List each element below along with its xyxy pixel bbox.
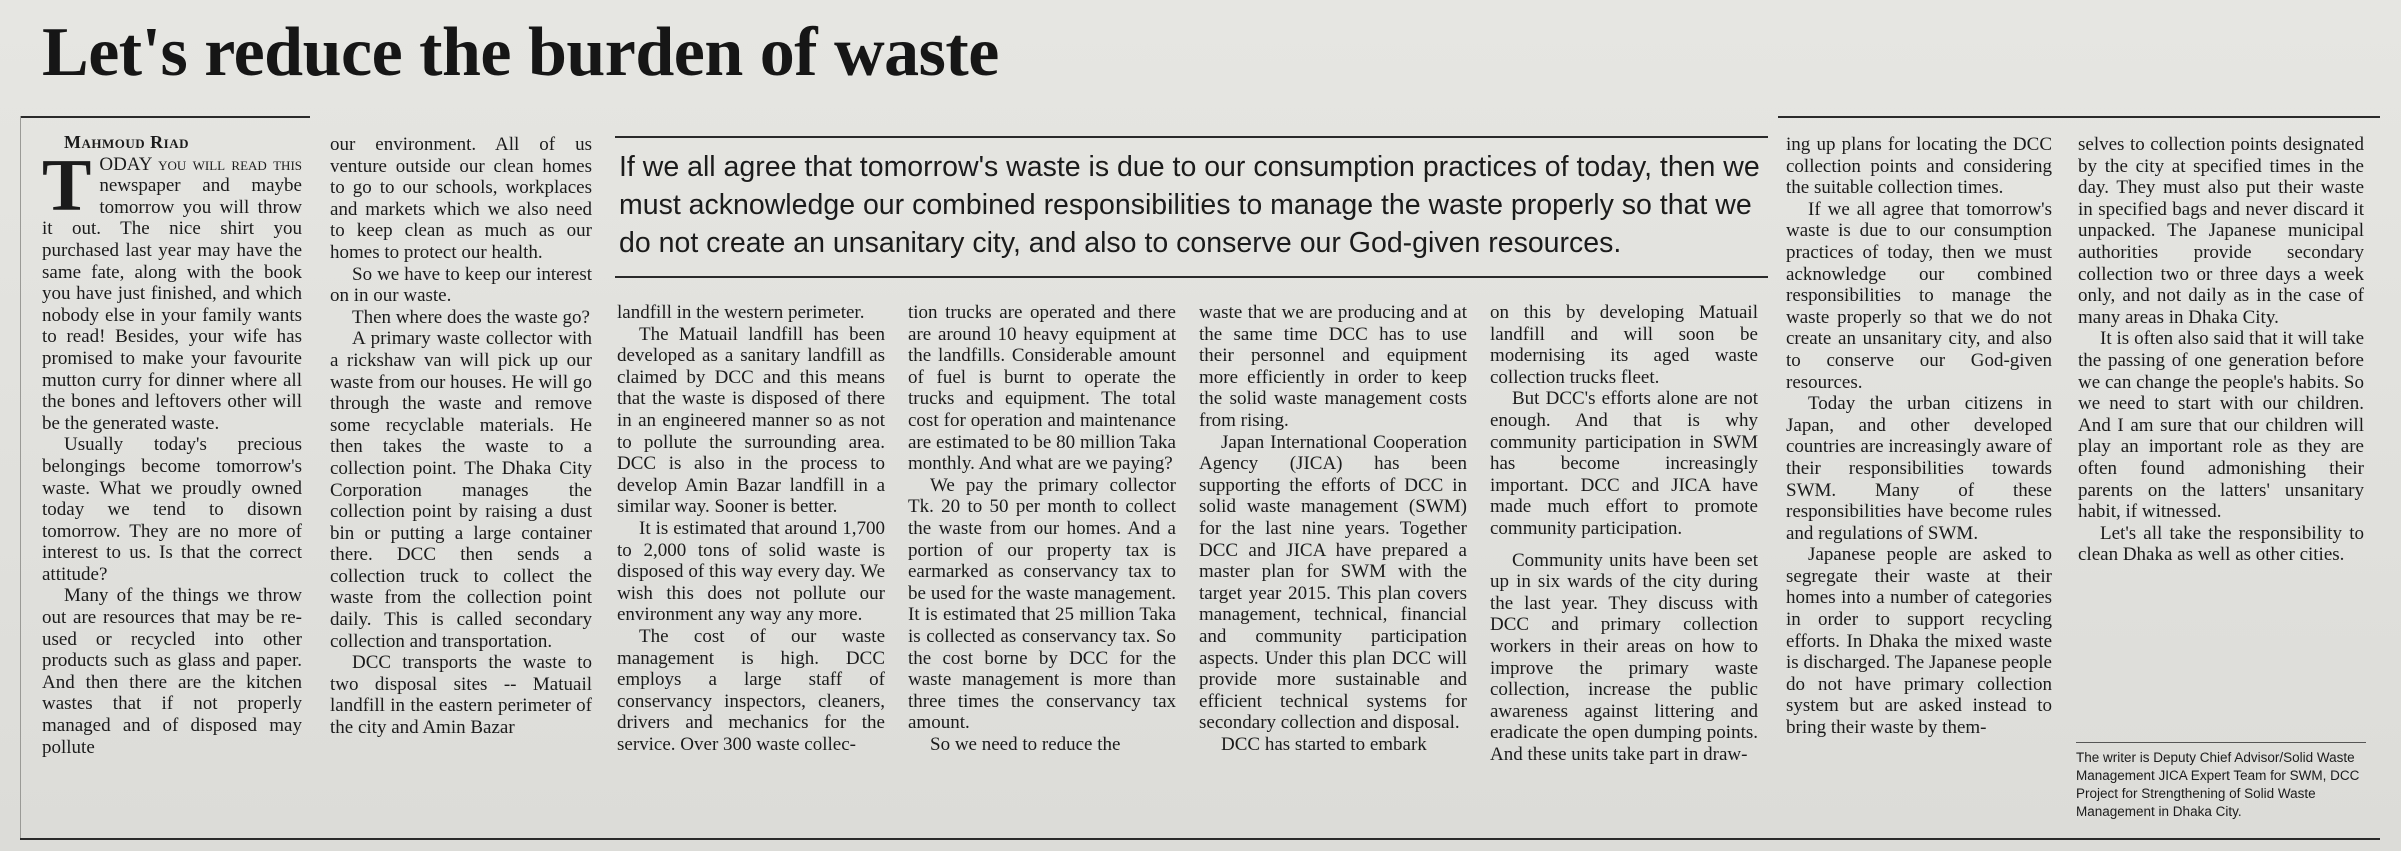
column-5-paragraph-1: waste that we are producing and at the same time DCC has to use their personnel and equipment more efficiently in order to keep the solid waste management costs from rising.	[1199, 302, 1467, 431]
column-6-paragraph-2: But DCC's efforts alone are not enough. And that is why community participation in SWM has become increasingly important. DCC and JICA have made much effort to promote community participation.	[1490, 388, 1758, 539]
column-3-paragraph-3: It is estimated that around 1,700 to 2,000 tons of solid waste is disposed of this way every day. We wish this does not pollute our environment any way any more.	[617, 517, 885, 626]
column-3-paragraph-4: The cost of our waste management is high. DCC employs a large staff of conservancy inspectors, cleaners, drivers and mechanics for the service. Over 300 waste collec-	[617, 625, 885, 755]
column-5-paragraph-2: Japan International Cooperation Agency (JICA) has been supporting the efforts of DCC in solid waste management (SWM) for the last nine years. Together DCC and JICA have prepared a master plan for SWM with the target year 2015. This plan covers management, technical, financial and community participation aspects. Under this plan DCC will provide more sustainable and efficient technical systems for secondary collection and disposal.	[1199, 431, 1467, 734]
article-column-1	[42, 134, 302, 834]
top-rule-left	[20, 116, 310, 118]
column-8-paragraph-2: It is often also said that it will take the passing of one generation before we can change the people's habits. So we need to start with our children. And I am sure that our children will play an important role as they are often found admonishing their parents on the latters' unsanitary habit, if witnessed.	[2078, 328, 2364, 523]
article-column-5	[1199, 302, 1467, 834]
bottom-rule	[20, 838, 2380, 840]
column-7-paragraph-3: Today the urban citizens in Japan, and other developed countries are increasingly aware of their responsibilities towards SWM. Many of these responsibilities have become rules and regulations of SWM.	[1786, 393, 2052, 544]
column-3-paragraph-1: landfill in the western perimeter.	[617, 302, 865, 323]
column-4-paragraph-2: We pay the primary collector Tk. 20 to 50 per month to collect the waste from our homes. And a portion of our property tax is earmarked as conservancy tax to be used for the waste management. It is estimated that 25 million Taka is collected as conservancy tax. So the cost borne by DCC for the waste management is more than three times the conservancy tax amount.	[908, 474, 1176, 734]
column-6-paragraph-1: on this by developing Matuail landfill and will soon be modernising its aged waste collection trucks fleet.	[1490, 302, 1758, 388]
column-2-paragraph-2: So we have to keep our interest on in our waste.	[330, 263, 592, 307]
column-7-paragraph-1: ing up plans for locating the DCC collection points and considering the suitable collection times.	[1786, 134, 2052, 199]
column-7-paragraph-4: Japanese people are asked to segregate their waste at their homes into a number of categories in order to support recycling efforts. In Dhaka the mixed waste is discharged. The Japanese people do not have primary collection system but are asked instead to bring their waste by them-	[1786, 544, 2052, 739]
column-4-paragraph-3: So we need to reduce the	[930, 733, 1121, 755]
column-7-paragraph-2: If we all agree that tomorrow's waste is due to our consumption practices of today, then we must acknowledge our combined responsibilities to manage the waste properly so that we do not create an unsanitary city, and also to conserve our God-given resources.	[1786, 198, 2052, 393]
column-5-paragraph-3: DCC has started to embark	[1221, 733, 1427, 755]
column-2-paragraph-1: our environment. All of us venture outside our clean homes to go to our schools, workplaces and markets which we also need to keep clean as much as our homes to protect our health.	[330, 134, 592, 263]
column-1-paragraph-2: Usually today's precious belongings become tomorrow's waste. What we proudly owned today we tend to disown tomorrow. They are no more of interest to us. Is that the correct attitude?	[42, 434, 302, 585]
column-6-paragraph-3: Community units have been set up in six wards of the city during the last year. They discuss with DCC and primary collection workers in their areas on how to improve the primary waste collection, increase the public awareness against littering and eradicate the open dumping points. And these units take part in draw-	[1490, 549, 1758, 765]
article-column-7	[1786, 134, 2052, 834]
column-1-paragraph-3: Many of the things we throw out are resources that may be re-used or recycled into other products such as glass and paper. And then there are the kitchen wastes that if not properly managed and of disposed may pollute	[42, 585, 302, 758]
column-3-paragraph-2: The Matuail landfill has been developed as a sanitary landfill as claimed by DCC and this means that the waste is disposed of there in an engineered manner so as not to pollute the surrounding area. DCC is also in the process to develop Amin Bazar landfill in a similar way. Sooner is better.	[617, 323, 885, 518]
pull-quote: If we all agree that tomorrow's waste is due to our consumption practices of today, then we must acknowledge our combined responsibilities to manage the waste properly so that we do not create an unsanitary city, and also to conserve our God-given resources.	[615, 136, 1768, 278]
page-edge	[20, 116, 21, 838]
article-column-4	[908, 302, 1176, 834]
headline: Let's reduce the burden of waste	[42, 14, 999, 91]
article-column-3	[617, 302, 885, 834]
column-4-paragraph-1: tion trucks are operated and there are around 10 heavy equipment at the landfills. Considerable amount of fuel is burnt to operate the trucks and equipment. The total cost for operation and maintenance are estimated to be 80 million Taka monthly. And what are we paying?	[908, 302, 1176, 475]
drop-cap: T	[42, 144, 92, 227]
column-2-paragraph-5: DCC transports the waste to two disposal sites -- Matuail landfill in the eastern perimeter of the city and Amin Bazar	[330, 652, 592, 739]
column-1-paragraph-1	[42, 144, 302, 435]
lead-in: ODAY you will read this	[99, 153, 302, 175]
column-1-text-1: newspaper and maybe tomorrow you will throw it out. The nice shirt you purchased last year may have the same fate, along with the book you have just finished, and which nobody else in your family wants to read! Besides, your wife has promised to make your favourite mutton curry for dinner where all the bones and leftovers other will be the generated waste.	[42, 175, 302, 434]
author-credit: The writer is Deputy Chief Advisor/Solid Waste Management JICA Expert Team for SWM, DCC Project for Strengthening of Solid Waste Management in Dhaka City.	[2076, 742, 2366, 821]
column-8-paragraph-1: selves to collection points designated by the city at specified times in the day. They must also put their waste in specified bags and never discard it unpacked. The Japanese municipal authorities provide secondary collection two or three days a week only, and not daily as in the case of many areas in Dhaka City.	[2078, 134, 2364, 328]
column-2-paragraph-4: A primary waste collector with a rickshaw van will pick up our waste from our houses. He will go through the waste and remove some recyclable materials. He then takes the waste to a collection point. The Dhaka City Corporation manages the collection point by raising a dust bin or putting a large container there. DCC then sends a collection truck to collect the waste from the collection point daily. This is called secondary collection and transportation.	[330, 328, 592, 652]
article-column-8	[2078, 134, 2364, 734]
byline: Mahmoud Riad	[64, 134, 189, 152]
top-rule-right	[1778, 116, 2380, 118]
column-8-paragraph-3: Let's all take the responsibility to clean Dhaka as well as other cities.	[2078, 522, 2364, 566]
article-column-6	[1490, 302, 1758, 834]
column-2-paragraph-3: Then where does the waste go?	[352, 306, 590, 328]
article-column-2	[330, 134, 592, 834]
